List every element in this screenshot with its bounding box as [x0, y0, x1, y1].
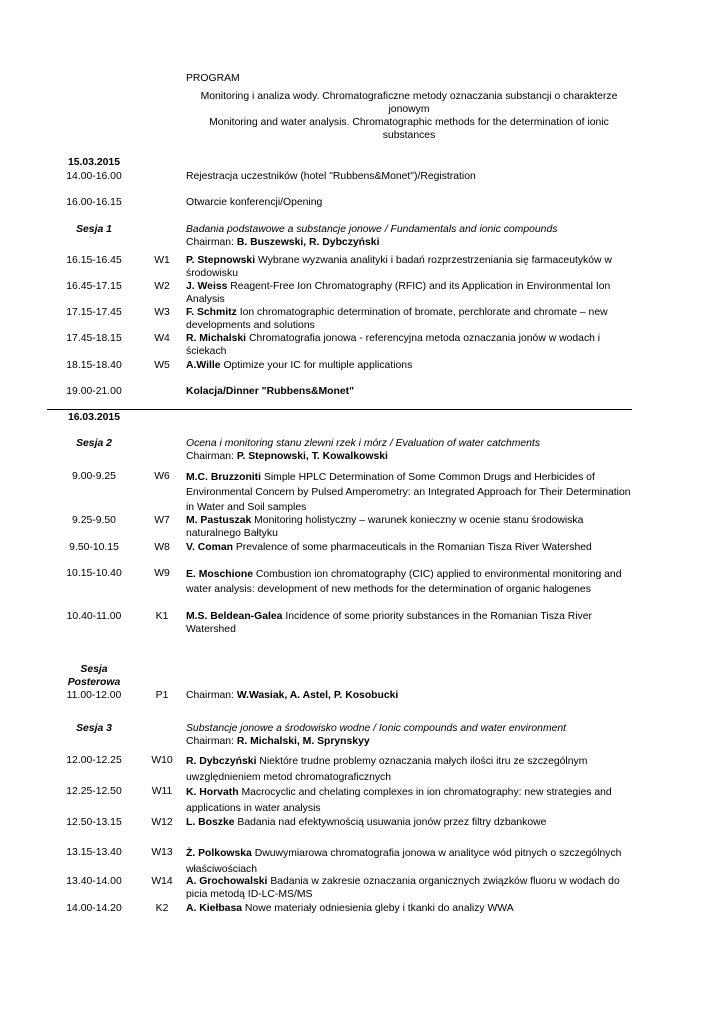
talk-description: A.Wille Optimize your IC for multiple applications	[186, 360, 413, 371]
talk-time: 13.40-14.00	[66, 876, 122, 887]
talk-description: K. Horvath Macrocyclic and chelating complexes in ion chromatography: new strategies and applications in water analysis	[186, 787, 612, 814]
title-english: Monitoring and water analysis. Chromatographic methods for the determination of ionic substances	[209, 117, 609, 141]
dinner-time: 19.00-21.00	[66, 386, 122, 397]
talk-description: M.S. Beldean-Galea Incidence of some priority substances in the Romanian Tisza River Watershed	[186, 611, 592, 635]
talk-time: 16.45-17.15	[66, 281, 122, 292]
talk-time: 18.15-18.40	[66, 360, 122, 371]
session2-label: Sesja 2	[76, 438, 112, 449]
talk-code: K1	[155, 611, 169, 622]
day-divider	[47, 409, 632, 410]
talk-code: W14	[151, 876, 173, 887]
talk-description: Ż. Polkowska Dwuwymiarowa chromatografia jonowa w analityce wód pitnych o szczególnych właściwościach	[186, 848, 622, 875]
talk-code: W4	[154, 333, 170, 344]
talk-code: W13	[151, 847, 173, 858]
title-polish: Monitoring i analiza wody. Chromatograficzne metody oznaczania substancji o charakterze jonowym	[200, 91, 618, 115]
talk-time: 13.15-13.40	[66, 847, 122, 858]
talk-code: W1	[154, 255, 170, 266]
opening-time: 16.00-16.15	[66, 197, 122, 208]
talk-description: E. Moschione Combustion ion chromatography (CIC) applied to environmental monitoring and water analysis: development of new methods for the determination of organic halogenes	[186, 569, 622, 595]
talk-description: V. Coman Prevalence of some pharmaceuticals in the Romanian Tisza River Watershed	[186, 542, 592, 553]
talk-code: W12	[151, 817, 173, 828]
day1-date: 15.03.2015	[67, 157, 120, 168]
session1-chairman: Chairman: B. Buszewski, R. Dybczyński	[186, 237, 380, 248]
talk-code: W2	[154, 281, 170, 292]
talk-time: 9.25-9.50	[72, 515, 116, 526]
talk-description: P. Stepnowski Wybrane wyzwania analityki i badań rozprzestrzeniania się farmaceutyków w środowisku	[186, 255, 612, 279]
talk-time: 12.50-13.15	[66, 817, 122, 828]
talk-code: W3	[154, 307, 170, 318]
talk-description: A. Grochowalski Badania w zakresie oznaczania organicznych związków fluoru w wodach do picia metodą ID-LC-MS/MS	[186, 876, 620, 900]
talk-code: W11	[151, 786, 173, 797]
talk-code: W6	[154, 471, 170, 482]
session2-chairman: Chairman: P. Stepnowski, T. Kowalkowski	[186, 451, 388, 462]
talk-code: W8	[154, 542, 170, 553]
talk-code: W9	[154, 568, 170, 579]
day2-date: 16.03.2015	[67, 412, 120, 423]
session1-topic: Badania podstawowe a substancje jonowe / Fundamentals and ionic compounds	[186, 224, 558, 235]
talk-code: W5	[154, 360, 170, 371]
talk-time: 9.00-9.25	[72, 471, 116, 482]
talk-time: 14.00-14.20	[66, 903, 122, 914]
talk-time: 9.50-10.15	[69, 542, 119, 553]
session3-label: Sesja 3	[76, 723, 112, 734]
session3-topic: Substancje jonowe a środowisko wodne / Ionic compounds and water environment	[186, 723, 567, 734]
talk-description: M. Pastuszak Monitoring holistyczny – warunek konieczny w ocenie stanu środowiska naturalnego Bałtyku	[186, 515, 584, 539]
session2-topic: Ocena i monitoring stanu zlewni rzek i mórz / Evaluation of water catchments	[186, 438, 541, 449]
talk-time: 16.15-16.45	[66, 255, 122, 266]
poster-chairman: Chairman: W.Wasiak, A. Astel, P. Kosobucki	[186, 690, 399, 701]
poster-session-label: Sesja Posterowa	[67, 664, 121, 688]
talk-time: 17.45-18.15	[66, 333, 122, 344]
session1-label: Sesja 1	[76, 224, 112, 235]
talk-code: K2	[155, 903, 169, 914]
talk-description: J. Weiss Reagent-Free Ion Chromatography (RFIC) and its Application in Environmental Ion Analysis	[186, 281, 611, 305]
talk-description: M.C. Bruzzoniti Simple HPLC Determination of Some Common Drugs and Herbicides of Environmental Concern by Pulsed Amperometry: an Integrated Approach for Their Determination in Water and Soil samples	[186, 472, 631, 513]
registration-text: Rejestracja uczestników (hotel "Rubbens&Monet")/Registration	[186, 171, 476, 182]
talk-time: 12.00-12.25	[66, 755, 122, 766]
registration-time: 14.00-16.00	[66, 171, 122, 182]
talk-description: F. Schmitz Ion chromatographic determination of bromate, perchlorate and chromate – new developments and solutions	[186, 307, 608, 331]
dinner-text: Kolacja/Dinner "Rubbens&Monet"	[186, 386, 355, 397]
talk-code: W10	[151, 755, 173, 766]
talk-time: 17.15-17.45	[66, 307, 122, 318]
talk-description: R. Michalski Chromatografia jonowa - referencyjna metoda oznaczania jonów w wodach i ściekach	[186, 333, 601, 357]
talk-time: 12.25-12.50	[66, 786, 122, 797]
opening-text: Otwarcie konferencji/Opening	[186, 197, 323, 208]
talk-description: R. Dybczyński Niektóre trudne problemy oznaczania małych ilości itru ze szczególnym uwzględnieniem metod chromatograficznych	[186, 756, 588, 783]
poster-code: P1	[155, 690, 169, 701]
poster-time: 11.00-12.00	[66, 690, 122, 701]
talk-description: A. Kiełbasa Nowe materiały odniesienia gleby i tkanki do analizy WWA	[186, 903, 514, 914]
session3-chairman: Chairman: R. Michalski, M. Sprynskyy	[186, 736, 370, 747]
program-heading: PROGRAM	[186, 73, 240, 84]
talk-time: 10.15-10.40	[66, 568, 122, 579]
talk-code: W7	[154, 515, 170, 526]
talk-time: 10.40-11.00	[66, 611, 122, 622]
talk-description: L. Boszke Badania nad efektywnością usuwania jonów przez filtry dzbankowe	[186, 817, 547, 828]
